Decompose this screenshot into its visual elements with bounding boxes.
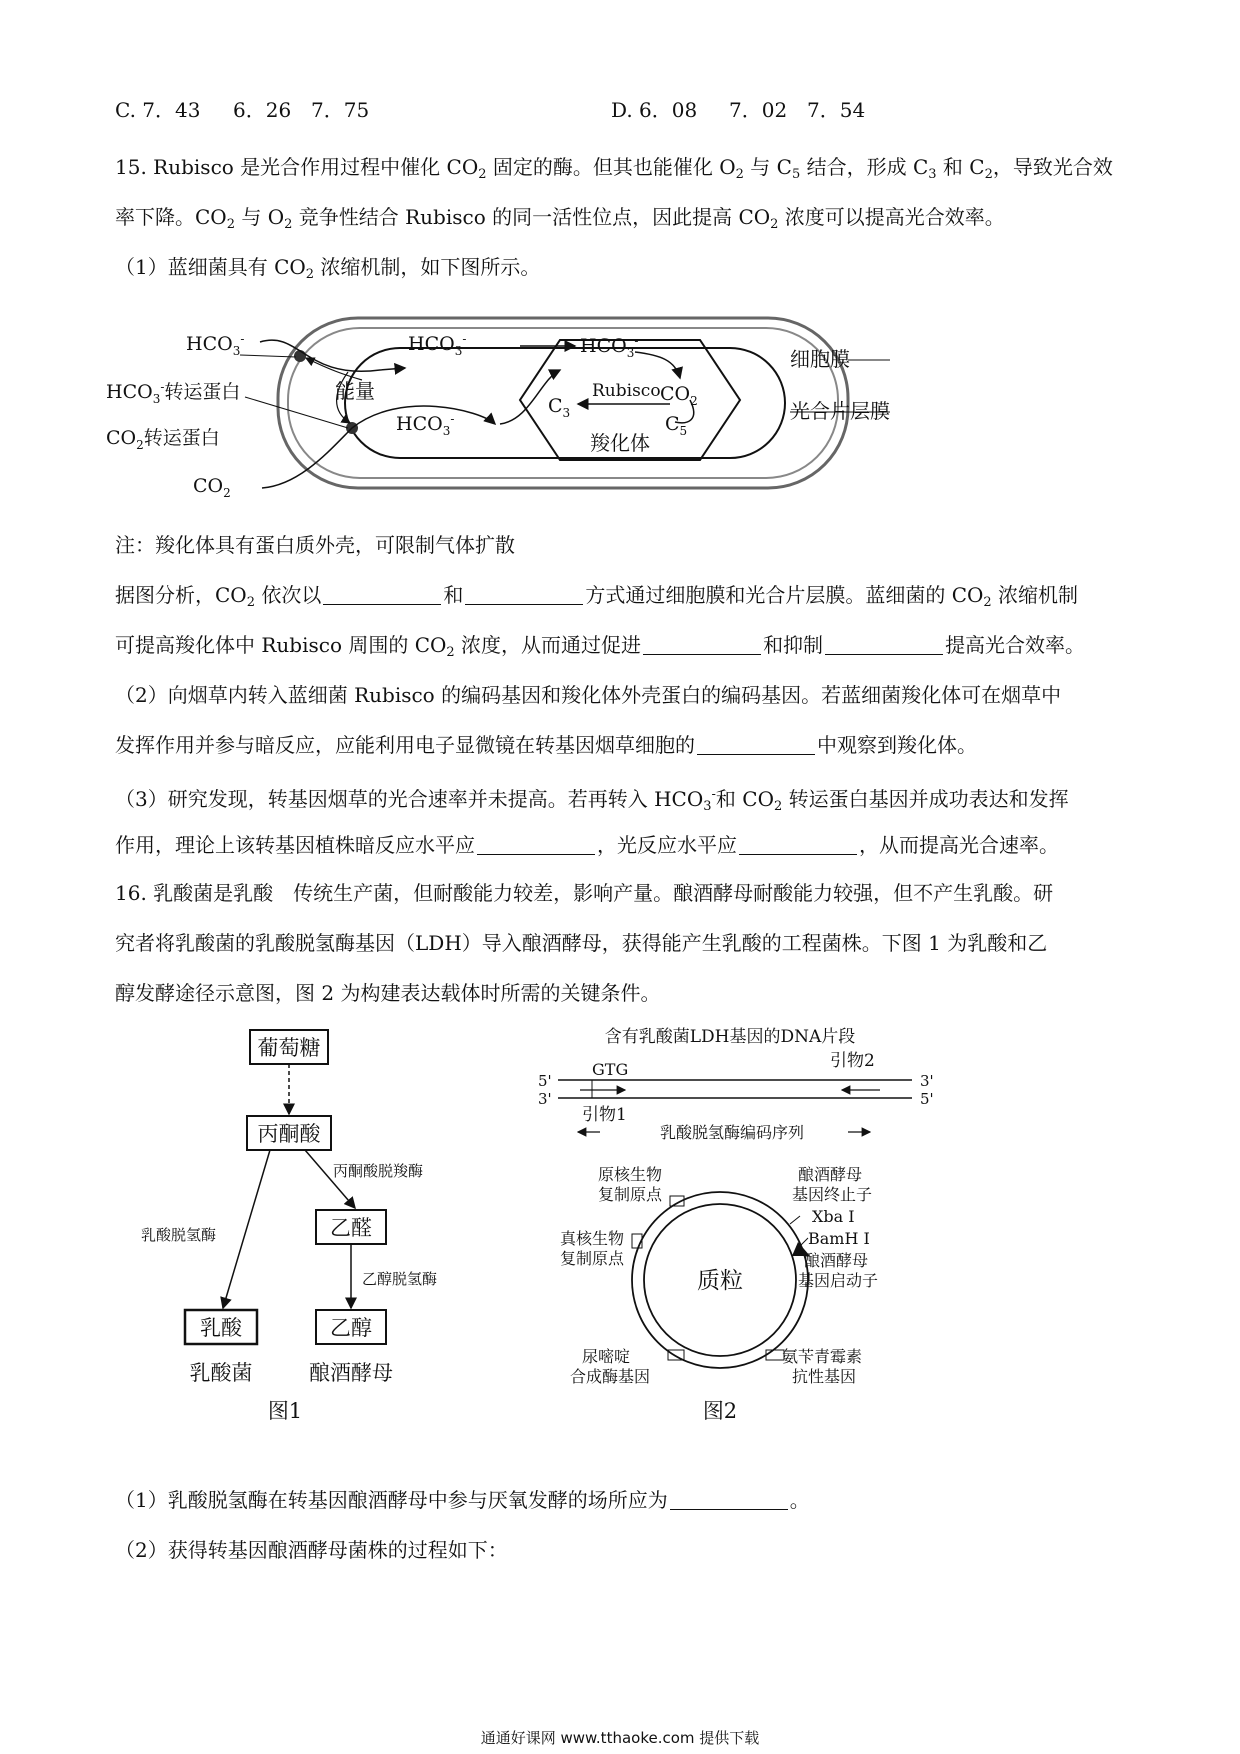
blank-4[interactable] [825,632,943,655]
label-cell-membrane: 细胞膜 [790,347,850,371]
svg-text:质粒: 质粒 [697,1268,743,1294]
option-d: D. 6．08 [611,98,698,122]
svg-text:5': 5' [920,1090,934,1108]
svg-text:丙酮酸脱羧酶: 丙酮酸脱羧酶 [333,1162,424,1180]
blank-5[interactable] [697,732,815,755]
q15-part-1: （1）蓝细菌具有 $CO_2$ 浓缩机制，如下图所示。 [115,255,541,282]
label-rubisco: Rubisco [592,381,661,401]
q15-part-3-line-1: （3）研究发现，转基因烟草的光合速率并未提高。若再转入 $HCO_3^-$和 $CO_2$ 转运蛋白基因并成功表达和发挥 [115,787,1069,814]
q16-part-1: （1）乳酸脱氢酶在转基因酿酒酵母中参与厌氧发酵的场所应为 。 [115,1488,810,1512]
svg-text:氨苄青霉素: 氨苄青霉素 [782,1347,863,1366]
page-footer: 通通好课网 www.tthaoke.com 提供下载 [480,1729,760,1747]
svg-text:抗性基因: 抗性基因 [792,1367,857,1386]
q15-note: 注：羧化体具有蛋白质外壳，可限制气体扩散 [115,533,515,557]
q15-line-1: 15. Rubisco 是光合作用过程中催化 $CO_2$ 固定的酶。但其也能催化 $O_2$ 与 $C_5$ 结合，形成 $C_3$ 和 $C_2$，导致光合效 [115,155,1113,182]
option-c-v2: 6．26 [233,98,292,122]
svg-text:乳酸脱氢酶编码序列: 乳酸脱氢酶编码序列 [660,1123,805,1142]
svg-text:尿嘧啶: 尿嘧啶 [582,1347,631,1366]
blank-6[interactable] [477,832,595,855]
figure-2-vector-construction [530,1020,950,1440]
option-c-v3: 7．75 [311,98,370,122]
svg-text:乳酸: 乳酸 [200,1316,242,1340]
figure-1-fermentation-pathways [125,1020,465,1440]
svg-text:乳酸菌: 乳酸菌 [189,1361,253,1385]
label-hco3-carboxysome: $HCO_3^-$ [580,334,639,360]
label-c5: $C_5$ [665,413,688,438]
option-d-v2: 7．02 [729,98,788,122]
svg-text:酿酒酵母: 酿酒酵母 [798,1165,863,1184]
label-co2-transporter: $CO_2$转运蛋白 [106,427,220,452]
svg-text:引物2: 引物2 [830,1051,875,1071]
svg-text:乳酸脱氢酶: 乳酸脱氢酶 [141,1226,217,1244]
label-co2-carboxysome: $CO_2$ [660,383,698,408]
cell-outer-wall [278,318,848,488]
svg-text:乙醇脱氢酶: 乙醇脱氢酶 [362,1270,438,1288]
option-c: C. 7．43 [115,98,201,122]
svg-text:原核生物: 原核生物 [598,1165,663,1184]
svg-text:图1: 图1 [267,1399,303,1423]
options-row [115,95,865,125]
label-hco3-transporter: $HCO_3^-$转运蛋白 [106,380,241,406]
svg-text:酿酒酵母: 酿酒酵母 [804,1251,869,1270]
label-thylakoid: 光合片层膜 [790,399,890,423]
svg-text:基因启动子: 基因启动子 [798,1271,879,1290]
q16-line-3: 醇发酵途径示意图，图 2 为构建表达载体时所需的关键条件。 [115,981,661,1005]
label-co2-outside: $CO_2$ [193,475,231,500]
svg-text:葡萄糖: 葡萄糖 [257,1036,321,1060]
svg-text:复制原点: 复制原点 [598,1185,663,1204]
svg-text:BamH I: BamH I [808,1229,870,1248]
option-d-v3: 7．54 [807,98,866,122]
svg-text:3': 3' [920,1072,934,1090]
blank-7[interactable] [739,832,857,855]
svg-text:3': 3' [538,1090,552,1108]
svg-text:GTG: GTG [592,1060,629,1079]
svg-text:5': 5' [538,1072,552,1090]
cyanobacteria-diagram [100,300,900,500]
label-hco3-cytoplasm: $HCO_3^-$ [408,332,467,358]
blank-1[interactable] [323,582,441,605]
blank-3[interactable] [643,632,761,655]
svg-text:丙酮酸: 丙酮酸 [257,1122,321,1146]
blank-2[interactable] [465,582,583,605]
q16-part-2: （2）获得转基因酿酒酵母菌株的过程如下： [115,1538,508,1562]
svg-text:乙醛: 乙醛 [330,1216,372,1240]
q15-answer-line-2: 可提高羧化体中 Rubisco 周围的 $CO_2$ 浓度，从而通过促进 和抑制 提高光合效率。 [115,633,1086,660]
svg-text:引物1: 引物1 [582,1105,627,1125]
svg-text:基因终止子: 基因终止子 [792,1185,873,1204]
hco3-transporter-dot [294,350,306,362]
cell-membrane [288,328,838,478]
label-c3: $C_3$ [548,395,571,420]
svg-text:合成酶基因: 合成酶基因 [570,1367,651,1386]
svg-text:Xba I: Xba I [812,1207,855,1226]
q16-line-2: 究者将乳酸菌的乳酸脱氢酶基因（LDH）导入酿酒酵母，获得能产生乳酸的工程菌株。下图 1 为乳酸和乙 [115,931,1048,955]
label-hco3-thylakoid: $HCO_3^-$ [396,412,455,438]
blank-8[interactable] [670,1487,788,1510]
label-hco3-outside: $HCO_3^-$ [186,332,245,358]
q15-answer-line-1: 据图分析，$CO_2$ 依次以 和 方式通过细胞膜和光合片层膜。蓝细菌的 $CO_2$ 浓缩机制 [115,583,1079,610]
label-energy: 能量 [335,379,375,403]
svg-text:酿酒酵母: 酿酒酵母 [309,1361,393,1385]
q15-part-2-line-2: 发挥作用并参与暗反应，应能利用电子显微镜在转基因烟草细胞的 中观察到羧化体。 [115,733,977,757]
svg-text:乙醇: 乙醇 [330,1316,372,1340]
q15-line-2: 率下降。$CO_2$ 与 $O_2$ 竞争性结合 Rubisco 的同一活性位点，因此提高 $CO_2$ 浓度可以提高光合效率。 [115,205,1005,232]
label-carboxysome: 羧化体 [590,431,650,455]
thylakoid-membrane [345,348,785,458]
q15-part-3-line-2: 作用，理论上该转基因植株暗反应水平应 ，光反应水平应 ，从而提高光合速率。 [115,833,1059,857]
svg-text:真核生物: 真核生物 [560,1229,625,1248]
svg-text:图2: 图2 [702,1399,738,1423]
q16-line-1: 16. 乳酸菌是乳酸 传统生产菌，但耐酸能力较差，影响产量。酿酒酵母耐酸能力较强，但不产生乳酸。研 [115,881,1054,905]
svg-text:复制原点: 复制原点 [560,1249,625,1268]
svg-text:含有乳酸菌LDH基因的DNA片段: 含有乳酸菌LDH基因的DNA片段 [604,1027,856,1047]
q15-part-2-line-1: （2）向烟草内转入蓝细菌 Rubisco 的编码基因和羧化体外壳蛋白的编码基因。若蓝细菌羧化体可在烟草中 [115,683,1062,707]
